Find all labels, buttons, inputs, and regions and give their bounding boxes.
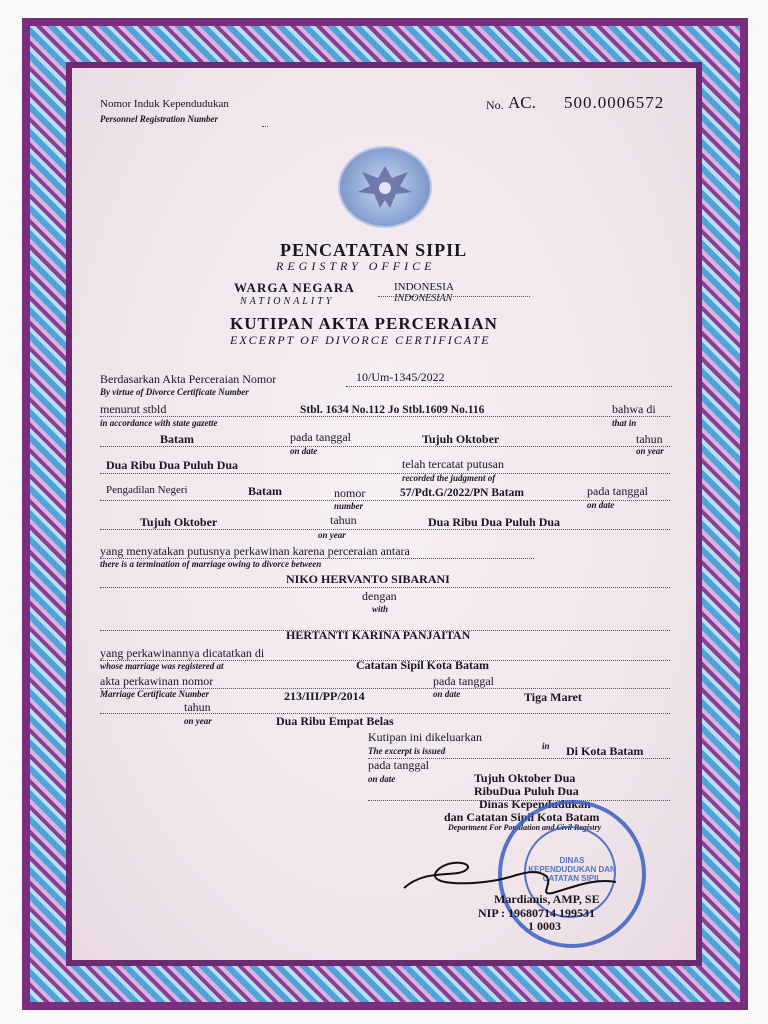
on-date-3: on date (433, 689, 461, 699)
tercatat-label-en: recorded the judgment of (402, 473, 496, 483)
court-number: 57/Pdt.G/2022/PN Batam (400, 487, 524, 499)
party-1-name: NIKO HERVANTO SIBARANI (286, 572, 450, 586)
stbld-label-en: in accordance with state gazette (100, 418, 218, 428)
registered-value: Catatan Sipil Kota Batam (356, 658, 490, 672)
court-label: Pengadilan Negeri (106, 484, 188, 496)
line-2 (100, 416, 670, 417)
year-2: Dua Ribu Dua Puluh Dua (428, 515, 561, 529)
line-7 (100, 558, 534, 559)
marriage-no-label-en: Marriage Certificate Number (100, 689, 209, 699)
party-2-name: HERTANTI KARINA PANJAITAN (286, 628, 471, 642)
dengan-label: dengan (362, 589, 397, 603)
pada-tanggal-4: pada tanggal (368, 758, 429, 772)
line-10 (100, 660, 670, 661)
stamp-text: DINAS KEPENDUDUKAN DAN CATATAN SIPIL (528, 856, 616, 883)
issued-label: Kutipan ini dikeluarkan (368, 730, 482, 744)
garuda-emblem (340, 148, 430, 226)
on-date-2: on date (587, 500, 615, 510)
nationality-value: INDONESIA (394, 281, 454, 293)
bahwa-label-en: that in (612, 418, 637, 428)
pin-line (262, 126, 268, 127)
with-label: with (372, 604, 389, 614)
marriage-year: Dua Ribu Empat Belas (276, 714, 394, 728)
in-label: in (542, 741, 550, 751)
marriage-no-label: akta perkawinan nomor (100, 674, 214, 688)
line-4 (100, 473, 670, 474)
marriage-number: 213/III/PP/2014 (284, 689, 365, 703)
department-line-1: Dinas Kependudukan (479, 797, 591, 811)
issued-place: Di Kota Batam (566, 744, 644, 758)
document-title: KUTIPAN AKTA PERCERAIAN (230, 314, 498, 333)
nomor-label: nomor (334, 486, 366, 500)
tahun-2: tahun (330, 513, 357, 527)
cert-no-label: Berdasarkan Akta Perceraian Nomor (100, 372, 277, 386)
court-place: Batam (248, 484, 282, 498)
place-1: Batam (160, 432, 194, 446)
tahun-1: tahun (636, 432, 663, 446)
tercatat-label: telah tercatat putusan (402, 457, 504, 471)
office-title-en: REGISTRY OFFICE (276, 259, 436, 273)
marriage-date: Tiga Maret (524, 690, 582, 704)
office-title: PENCATATAN SIPIL (280, 240, 468, 260)
pin-label-en: Personnel Registration Number (100, 114, 219, 124)
on-year-2: on year (318, 530, 346, 540)
nomor-label-en: number (334, 501, 364, 511)
registered-label: yang perkawinannya dicatatkan di (100, 646, 265, 660)
cert-no-series: AC. (508, 93, 536, 112)
tahun-3: tahun (184, 700, 211, 714)
issue-date-line-1: Tujuh Oktober Dua (474, 771, 576, 785)
year-1: Dua Ribu Dua Puluh Dua (106, 458, 239, 472)
cert-no-label-en: By virtue of Divorce Certificate Number (100, 387, 249, 397)
cert-no-value: 500.0006572 (564, 93, 665, 112)
termination-label: yang menyatakan putusnya perkawinan karena perceraian antara (100, 544, 410, 558)
registered-label-en: whose marriage was registered at (100, 661, 224, 671)
date-2: Tujuh Oktober (140, 515, 218, 529)
garuda-icon (340, 148, 430, 226)
stbld-label: menurut stbld (100, 402, 167, 416)
divorce-cert-number: 10/Um-1345/2022 (356, 370, 445, 384)
on-date-1: on date (290, 446, 318, 456)
document-title-en: EXCERPT OF DIVORCE CERTIFICATE (230, 333, 491, 347)
department-line-2: dan Catatan Sipil Kota Batam (444, 810, 600, 824)
issue-date-line-2: RibuDua Puluh Dua (474, 784, 579, 798)
on-date-4: on date (368, 774, 396, 784)
official-name: Mardianis, AMP, SE (494, 892, 600, 906)
on-year-1: on year (636, 446, 664, 456)
line-8 (100, 587, 670, 588)
pada-tanggal-3: pada tanggal (433, 674, 494, 688)
line-11 (100, 688, 670, 689)
nationality-value-en: INDONESIAN (394, 293, 453, 304)
issued-label-en: The excerpt is issued (368, 746, 446, 756)
line-12 (100, 713, 670, 714)
termination-label-en: there is a termination of marriage owing to divorce between (100, 559, 322, 569)
stbld-value: Stbl. 1634 No.112 Jo Stbl.1609 No.116 (300, 404, 485, 416)
pin-label: Nomor Induk Kependudukan (100, 98, 229, 110)
nationality-label-en: NATIONALITY (240, 296, 335, 307)
line-3 (100, 446, 670, 447)
line-5 (100, 500, 670, 501)
nip-line-2: 1 0003 (528, 919, 561, 933)
department-en: Department For Population and Civil Registry (448, 823, 602, 832)
date-1: Tujuh Oktober (422, 432, 500, 446)
nationality-line (378, 296, 530, 297)
pada-tanggal-2: pada tanggal (587, 484, 648, 498)
line-6 (100, 529, 670, 530)
nationality-label: WARGA NEGARA (234, 280, 355, 295)
on-year-3: on year (184, 716, 212, 726)
nip-line-1: NIP : 19680714 199531 (478, 906, 595, 920)
cert-no-prefix: No. (486, 98, 504, 112)
line-1 (346, 386, 672, 387)
bahwa-label: bahwa di (612, 402, 656, 416)
pada-tanggal-1: pada tanggal (290, 430, 351, 444)
